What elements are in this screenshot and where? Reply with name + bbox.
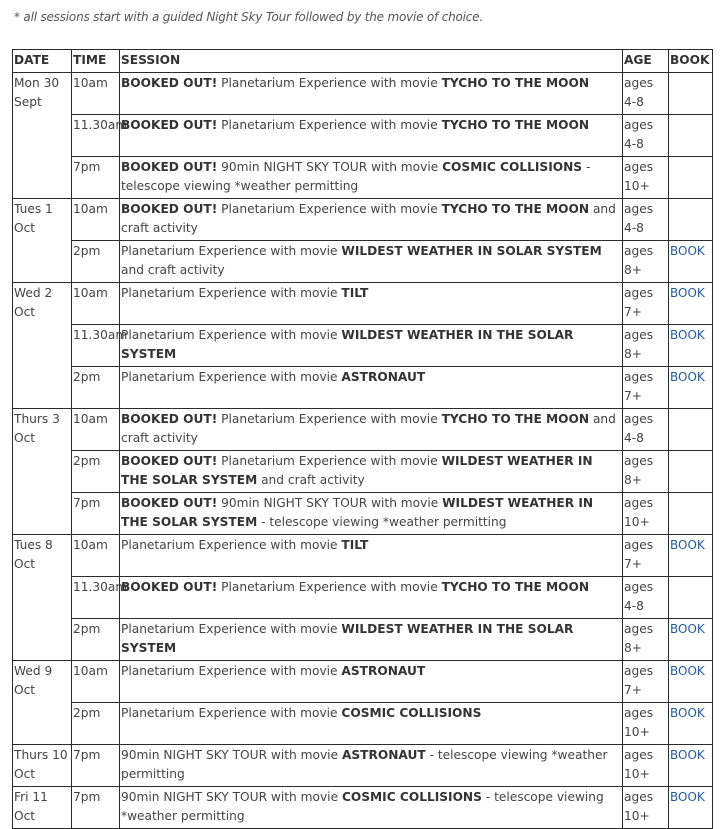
table-body [13, 73, 713, 829]
table-row [13, 241, 713, 283]
movie-title: WILDEST WEATHER IN SOLAR SYSTEM [341, 244, 602, 258]
session-date: Tues 8 Oct [13, 535, 72, 661]
session-text: 90min NIGHT SKY TOUR with movie [121, 790, 342, 804]
session-text: Planetarium Experience with movie [121, 244, 342, 258]
booked-out-label: BOOKED OUT! [121, 580, 218, 594]
session-description [120, 283, 623, 325]
session-time: 7pm [72, 745, 120, 787]
table-row [13, 451, 713, 493]
book-cell [669, 493, 713, 535]
table-row [13, 577, 713, 619]
table-row [13, 787, 713, 829]
book-cell [669, 157, 713, 199]
sessions-note: * all sessions start with a guided Night Sky Tour followed by the movie of choice. [14, 10, 483, 24]
session-date: Fri 11 Oct [13, 787, 72, 829]
session-time: 2pm [72, 241, 120, 283]
session-date: Thurs 10 Oct [13, 745, 72, 787]
session-description [120, 745, 623, 787]
table-row [13, 367, 713, 409]
session-age: ages 10+ [623, 787, 669, 829]
booked-out-label: BOOKED OUT! [121, 118, 218, 132]
book-link[interactable]: BOOK [670, 790, 705, 804]
session-age: ages 4-8 [623, 115, 669, 157]
session-time: 11.30am [72, 577, 120, 619]
session-time: 7pm [72, 157, 120, 199]
movie-title: WILDEST WEATHER IN THE SOLAR SYSTEM [121, 454, 593, 487]
booked-out-label: BOOKED OUT! [121, 202, 218, 216]
table-row [13, 703, 713, 745]
session-description [120, 157, 623, 199]
session-text: and craft activity [121, 263, 225, 277]
session-time: 11.30am [72, 325, 120, 367]
movie-title: WILDEST WEATHER IN THE SOLAR SYSTEM [121, 496, 594, 529]
table-row [13, 325, 713, 367]
session-age: ages 10+ [623, 745, 669, 787]
session-age: ages 10+ [623, 157, 669, 199]
movie-title: TYCHO TO THE MOON [441, 76, 590, 90]
book-link[interactable]: BOOK [670, 370, 705, 384]
session-date: Tues 1 Oct [13, 199, 72, 283]
book-link[interactable]: BOOK [670, 748, 705, 762]
session-time: 2pm [72, 703, 120, 745]
table-row [13, 619, 713, 661]
session-text: - telescope viewing *weather permitting [257, 515, 507, 529]
session-text: Planetarium Experience with movie [121, 538, 342, 552]
book-link[interactable]: BOOK [670, 286, 705, 300]
session-text: Planetarium Experience with movie [221, 454, 442, 468]
session-description [120, 451, 623, 493]
table-row [13, 493, 713, 535]
session-description [120, 493, 623, 535]
session-text: Planetarium Experience with movie [221, 412, 442, 426]
session-description [120, 535, 623, 577]
session-text: 90min NIGHT SKY TOUR with movie [221, 160, 443, 174]
book-cell [669, 787, 713, 829]
book-cell [669, 409, 713, 451]
session-age: ages 7+ [623, 535, 669, 577]
book-cell [669, 115, 713, 157]
session-description [120, 661, 623, 703]
session-description [120, 241, 623, 283]
book-link[interactable]: BOOK [670, 328, 705, 342]
table-row [13, 199, 713, 241]
session-age: ages 7+ [623, 283, 669, 325]
book-link[interactable]: BOOK [670, 244, 705, 258]
table-row [13, 661, 713, 703]
session-text: Planetarium Experience with movie [221, 202, 442, 216]
header-age: AGE [623, 50, 669, 73]
movie-title: WILDEST WEATHER IN THE SOLAR SYSTEM [121, 622, 574, 655]
session-age: ages 8+ [623, 619, 669, 661]
session-description [120, 577, 623, 619]
book-cell [669, 241, 713, 283]
session-text: 90min NIGHT SKY TOUR with movie [221, 496, 443, 510]
booked-out-label: BOOKED OUT! [121, 160, 218, 174]
session-description [120, 787, 623, 829]
movie-title: ASTRONAUT [341, 664, 426, 678]
book-cell [669, 745, 713, 787]
session-text: and craft activity [257, 473, 365, 487]
session-time: 10am [72, 535, 120, 577]
session-time: 10am [72, 199, 120, 241]
session-text: Planetarium Experience with movie [221, 118, 442, 132]
movie-title: TYCHO TO THE MOON [441, 580, 590, 594]
session-description [120, 703, 623, 745]
book-link[interactable]: BOOK [670, 706, 705, 720]
session-age: ages 4-8 [623, 73, 669, 115]
movie-title: COSMIC COLLISIONS [341, 790, 482, 804]
booked-out-label: BOOKED OUT! [121, 454, 218, 468]
movie-title: COSMIC COLLISIONS [442, 160, 583, 174]
session-text: Planetarium Experience with movie [121, 664, 342, 678]
session-text: Planetarium Experience with movie [121, 706, 342, 720]
session-description [120, 367, 623, 409]
movie-title: TYCHO TO THE MOON [441, 202, 590, 216]
table-row [13, 535, 713, 577]
session-description [120, 619, 623, 661]
session-text: Planetarium Experience with movie [121, 328, 342, 342]
table-row [13, 73, 713, 115]
book-cell [669, 577, 713, 619]
header-time: TIME [72, 50, 120, 73]
session-time: 2pm [72, 619, 120, 661]
session-text: Planetarium Experience with movie [121, 286, 342, 300]
session-date: Wed 2 Oct [13, 283, 72, 409]
session-text: 90min NIGHT SKY TOUR with movie [121, 748, 342, 762]
session-text: and craft activity [121, 202, 616, 235]
session-time: 10am [72, 409, 120, 451]
session-time: 7pm [72, 493, 120, 535]
table-row [13, 157, 713, 199]
session-time: 2pm [72, 367, 120, 409]
session-age: ages 10+ [623, 703, 669, 745]
session-description [120, 325, 623, 367]
book-cell [669, 619, 713, 661]
book-cell [669, 73, 713, 115]
session-age: ages 10+ [623, 493, 669, 535]
session-description [120, 73, 623, 115]
session-time: 11.30am [72, 115, 120, 157]
booked-out-label: BOOKED OUT! [121, 496, 218, 510]
book-cell [669, 703, 713, 745]
book-link[interactable]: BOOK [670, 538, 705, 552]
movie-title: WILDEST WEATHER IN THE SOLAR SYSTEM [121, 328, 574, 361]
session-text: Planetarium Experience with movie [221, 76, 442, 90]
session-text: - telescope viewing *weather permitting [121, 790, 604, 823]
session-text: - telescope viewing *weather permitting [121, 748, 608, 781]
session-time: 10am [72, 661, 120, 703]
header-date: DATE [13, 50, 72, 73]
book-cell [669, 367, 713, 409]
session-age: ages 8+ [623, 241, 669, 283]
book-cell [669, 199, 713, 241]
table-row [13, 283, 713, 325]
book-link[interactable]: BOOK [670, 622, 705, 636]
movie-title: TYCHO TO THE MOON [441, 412, 590, 426]
book-cell [669, 325, 713, 367]
session-description [120, 409, 623, 451]
header-book: BOOK [669, 50, 713, 73]
session-time: 10am [72, 73, 120, 115]
session-date: Wed 9 Oct [13, 661, 72, 745]
session-text: and craft activity [121, 412, 616, 445]
sessions-table [12, 49, 713, 829]
movie-title: ASTRONAUT [341, 748, 426, 762]
session-age: ages 4-8 [623, 409, 669, 451]
header-session: SESSION [120, 50, 623, 73]
session-description [120, 199, 623, 241]
session-time: 2pm [72, 451, 120, 493]
table-row [13, 745, 713, 787]
session-age: ages 7+ [623, 661, 669, 703]
movie-title: ASTRONAUT [341, 370, 426, 384]
book-cell [669, 535, 713, 577]
session-age: ages 7+ [623, 367, 669, 409]
booked-out-label: BOOKED OUT! [121, 412, 218, 426]
session-text: - telescope viewing *weather permitting [121, 160, 591, 193]
session-date: Mon 30 Sept [13, 73, 72, 199]
movie-title: TILT [341, 538, 369, 552]
book-link[interactable]: BOOK [670, 664, 705, 678]
session-date: Thurs 3 Oct [13, 409, 72, 535]
book-cell [669, 283, 713, 325]
booked-out-label: BOOKED OUT! [121, 76, 218, 90]
movie-title: TILT [341, 286, 369, 300]
session-age: ages 8+ [623, 451, 669, 493]
book-cell [669, 661, 713, 703]
table-row [13, 409, 713, 451]
book-cell [669, 451, 713, 493]
session-text: Planetarium Experience with movie [121, 370, 342, 384]
session-text: Planetarium Experience with movie [121, 622, 342, 636]
session-time: 10am [72, 283, 120, 325]
session-age: ages 4-8 [623, 199, 669, 241]
movie-title: COSMIC COLLISIONS [341, 706, 482, 720]
session-description [120, 115, 623, 157]
table-row [13, 115, 713, 157]
session-text: Planetarium Experience with movie [221, 580, 442, 594]
session-time: 7pm [72, 787, 120, 829]
session-age: ages 4-8 [623, 577, 669, 619]
session-age: ages 8+ [623, 325, 669, 367]
movie-title: TYCHO TO THE MOON [441, 118, 590, 132]
table-header-row [13, 50, 713, 73]
